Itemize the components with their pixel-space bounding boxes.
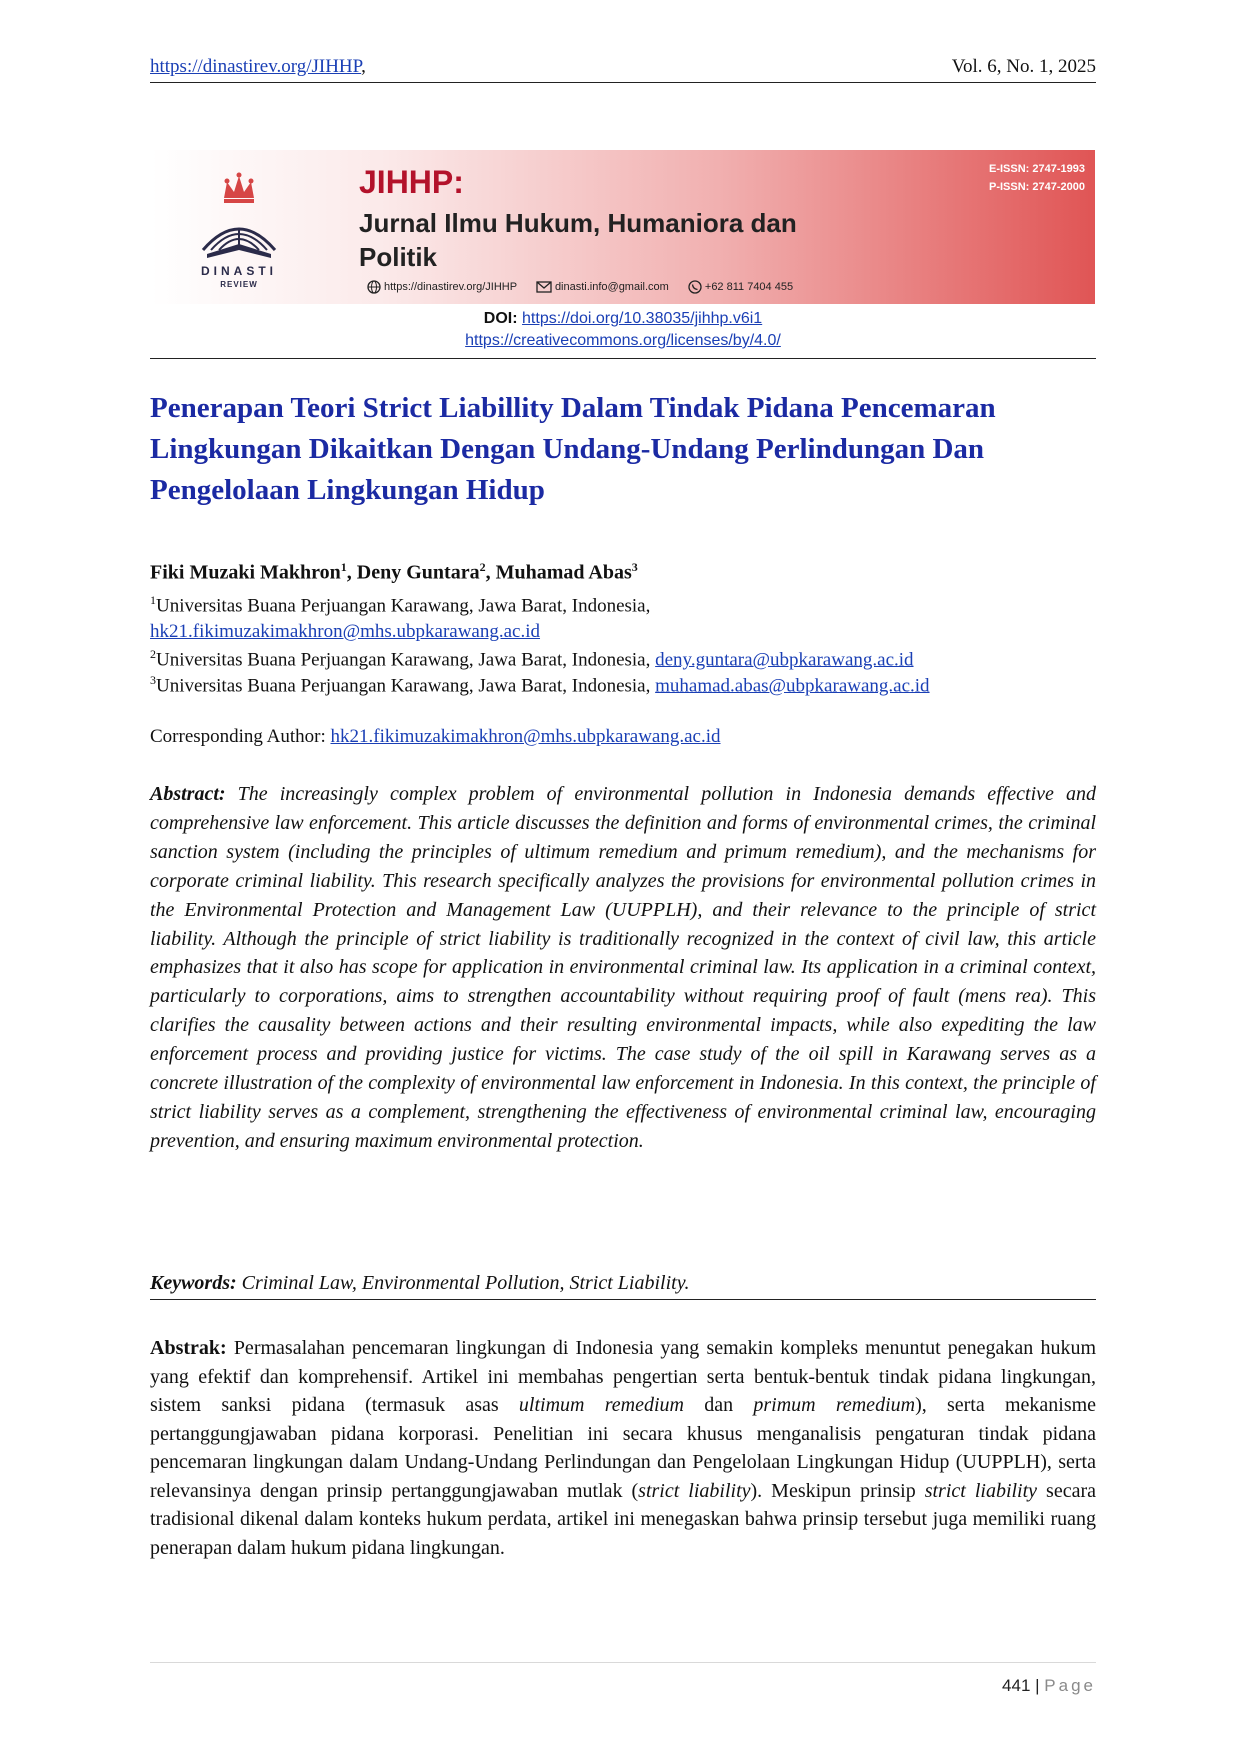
keywords-label: Keywords:: [150, 1272, 237, 1294]
header-volume: Vol. 6, No. 1, 2025: [951, 56, 1096, 77]
eissn: E-ISSN: 2747-1993: [989, 163, 1085, 175]
email-contact: dinasti.info@gmail.com: [536, 281, 672, 293]
journal-name-line-2: Politik: [359, 242, 438, 272]
journal-name-line-1: Jurnal Ilmu Hukum, Humaniora dan: [359, 208, 797, 238]
footer-divider: [150, 1662, 1096, 1663]
doi-label: DOI:: [483, 310, 518, 327]
doi-link[interactable]: https://doi.org/10.38035/jihhp.v6i1: [522, 310, 763, 327]
doi-divider: [150, 358, 1096, 359]
abstract-id: Abstrak: Permasalahan pencemaran lingkungan di Indonesia yang semakin kompleks menuntut penegakan hukum yang efektif dan komprehensif. Artikel ini membahas pengertian serta bentuk-bentuk tindak pidana lingkungan, sistem sanksi pidana (termasuk asas ultimum remedium dan primum remedium), serta mekanisme pertanggungjawaban pidana korporasi. Penelitian ini secara khusus menganalisis pengaturan tindak pidana pencemaran lingkungan dalam Undang-Undang Perlindungan dan Pengelolaan Lingkungan Hidup (UUPPLH), serta relevansinya dengan prinsip pertanggungjawaban mutlak (strict liability). Meskipun prinsip strict liability secara tradisional dikenal dalam konteks hukum perdata, artikel ini menegaskan bahwa prinsip tersebut juga memiliki ruang penerapan dalam hukum pidana lingkungan.: [150, 1337, 1097, 1559]
issn-block: [989, 160, 1085, 196]
pissn: P-ISSN: 2747-2000: [989, 181, 1085, 193]
crown-book-logo-icon: [189, 168, 289, 264]
affiliation-1: $^1$Universitas Buana Perjuangan Karawang, Jawa Barat, Indonesia, hk21.fikimuzakimakhron@mhs.ubpkarawang.ac.id: [150, 593, 651, 643]
doi-block: [150, 308, 1096, 352]
banner-contacts: [367, 280, 809, 294]
author-name: Muhamad Abas: [495, 561, 632, 584]
affiliation-1-email[interactable]: hk21.fikimuzakimakhron@mhs.ubpkarawang.ac.id: [150, 621, 541, 643]
logo-subtitle: REVIEW: [220, 280, 258, 289]
page-footer: [150, 1676, 1096, 1696]
website-contact: https://dinastirev.org/JIHHP: [367, 281, 520, 293]
phone-contact: +62 811 7404 455: [688, 281, 793, 293]
author-name: Fiki Muzaki Makhron: [150, 561, 341, 584]
page-number: 441: [1002, 1676, 1031, 1695]
corresponding-author: Corresponding Author: hk21.fikimuzakimakhron@mhs.ubpkarawang.ac.id: [150, 726, 721, 747]
license-link[interactable]: https://creativecommons.org/licenses/by/4.0/: [465, 332, 781, 349]
header-journal-link[interactable]: https://dinastirev.org/JIHHP: [150, 56, 362, 77]
envelope-icon: [536, 281, 552, 293]
journal-banner: [151, 150, 1095, 304]
logo-name: DINASTI: [201, 264, 277, 278]
abstract-en: [150, 780, 1096, 1156]
running-header: [150, 56, 1096, 83]
page-label: Page: [1044, 1676, 1096, 1695]
journal-abbreviation: JIHHP:: [359, 164, 464, 200]
globe-icon: [367, 280, 381, 294]
abstract-label: Abstract:: [150, 783, 226, 805]
keywords-text: Criminal Law, Environmental Pollution, Strict Liability.: [241, 1272, 690, 1294]
affiliation-3: $^3$Universitas Buana Perjuangan Karawang, Jawa Barat, Indonesia, muhamad.abas@ubpkarawang.ac.id: [150, 673, 930, 697]
abstrak-label: Abstrak:: [150, 1337, 227, 1359]
keywords: [150, 1272, 1096, 1300]
whatsapp-icon: [688, 280, 702, 294]
corresponding-email[interactable]: hk21.fikimuzakimakhron@mhs.ubpkarawang.ac.id: [330, 726, 721, 747]
affiliation-2: $^2$Universitas Buana Perjuangan Karawang, Jawa Barat, Indonesia, deny.guntara@ubpkarawang.ac.id: [150, 647, 914, 671]
affiliation-2-email[interactable]: deny.guntara@ubpkarawang.ac.id: [655, 649, 914, 671]
header-url: https://dinastirev.org/JIHHP,: [150, 56, 366, 77]
author-list: Fiki Muzaki Makhron$^1$, Deny Guntara$^2$, Muhamad Abas$^3$: [150, 560, 638, 584]
abstract-text: The increasingly complex problem of environmental pollution in Indonesia demands effective and comprehensive law enforcement. This article discusses the definition and forms of environmental crimes, the criminal sanction system (including the principles of ultimum remedium and primum remedium), and the mechanisms for corporate criminal liability. This research specifically analyzes the provisions for environmental pollution crimes in the Environmental Protection and Management Law (UUPPLH), and their relevance to the principle of strict liability. Although the principle of strict liability is traditionally recognized in the context of civil law, this article emphasizes that it also has scope for application in environmental criminal law. Its application in a criminal context, particularly to corporations, aims to strengthen accountability without requiring proof of fault (mens rea). This clarifies the causality between actions and their resulting environmental impacts, while also expediting the law enforcement process and providing justice for victims. The case study of the oil spill in Karawang serves as a concrete illustration of the complexity of environmental law enforcement in Indonesia. In this context, the principle of strict liability serves as a complement, strengthening the effectiveness of environmental criminal law, encouraging prevention, and ensuring maximum environmental protection.: [150, 783, 1097, 1152]
article-title: Penerapan Teori Strict Liabillity Dalam Tindak Pidana Pencemaran Lingkungan Dikaitkan Dengan Undang-Undang Perlindungan Dan Pengelolaan Lingkungan Hidup: [150, 392, 996, 506]
author-name: Deny Guntara: [356, 561, 480, 584]
dinasti-logo: [189, 168, 289, 298]
footer-separator: |: [1035, 1676, 1040, 1695]
affiliation-3-email[interactable]: muhamad.abas@ubpkarawang.ac.id: [655, 675, 930, 697]
